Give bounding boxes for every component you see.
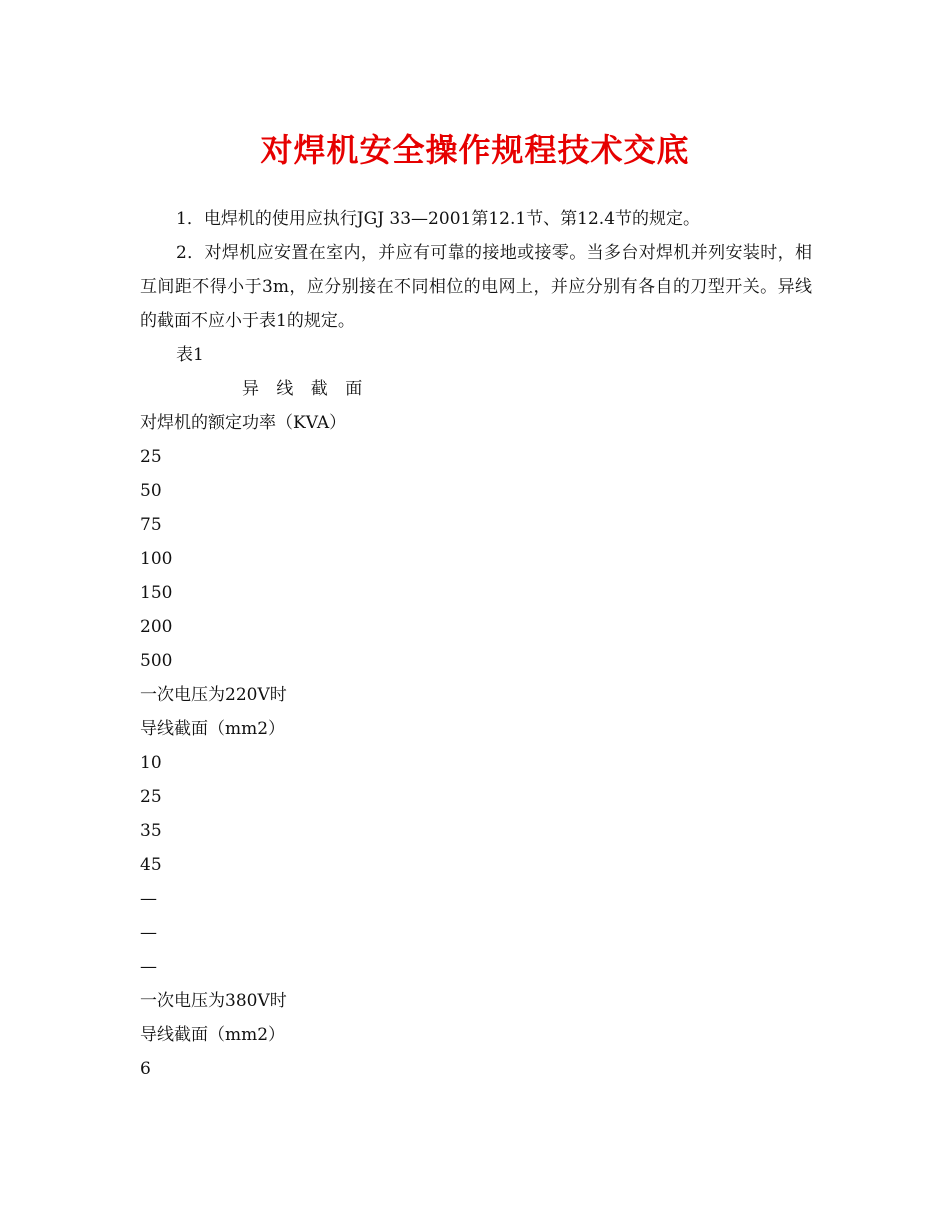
table-line: 25: [140, 787, 162, 807]
table-line: 6: [140, 1059, 151, 1079]
table-line: 10: [140, 753, 162, 773]
table-line: 25: [140, 447, 162, 467]
document-body: [140, 202, 812, 1086]
table-line: 200: [140, 617, 173, 637]
table-line: 一次电压为380V时: [140, 991, 287, 1011]
paragraph-2: 2．对焊机应安置在室内，并应有可靠的接地或接零。当多台对焊机并列安装时，相互间距不得小于3m，应分别接在不同相位的电网上，并应分别有各自的刀型开关。异线的截面不应小于表1的规定。: [140, 243, 812, 331]
table-line: 500: [140, 651, 173, 671]
table-line: 35: [140, 821, 162, 841]
table-caption: 异 线 截 面: [242, 379, 369, 399]
table-line: 150: [140, 583, 173, 603]
table-line: 50: [140, 481, 162, 501]
document-title: 对焊机安全操作规程技术交底: [260, 131, 690, 169]
table-line: —: [140, 889, 157, 909]
table-label: 表1: [176, 345, 204, 365]
table-line: 45: [140, 855, 162, 875]
table-line: 对焊机的额定功率（KVA）: [140, 413, 347, 433]
table-line: 一次电压为220V时: [140, 685, 287, 705]
paragraph-1: 1．电焊机的使用应执行JGJ 33—2001第12.1节、第12.4节的规定。: [176, 209, 701, 229]
table-line: —: [140, 957, 157, 977]
table-line: —: [140, 923, 157, 943]
table-line: 100: [140, 549, 173, 569]
table-line: 导线截面（mm2）: [140, 1025, 286, 1045]
table-line: 导线截面（mm2）: [140, 719, 286, 739]
table-line: 75: [140, 515, 162, 535]
